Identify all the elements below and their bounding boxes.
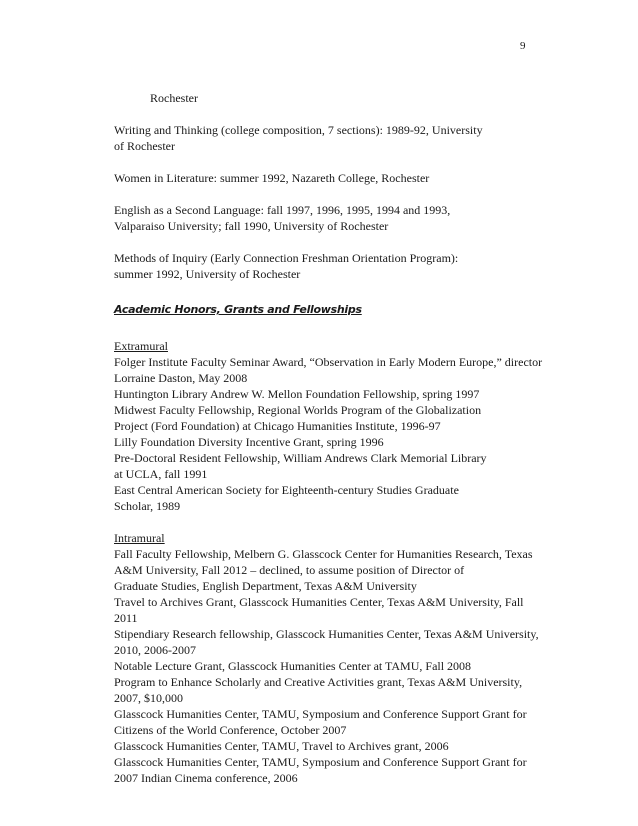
entry-line: Fall Faculty Fellowship, Melbern G. Glasscock Center for Humanities Research, Texas — [114, 547, 533, 561]
entry-line: Valparaiso University; fall 1990, University of Rochester — [114, 219, 389, 233]
entry-line: Methods of Inquiry (Early Connection Freshman Orientation Program): — [114, 251, 459, 265]
teaching-entry — [114, 122, 554, 154]
entry-line: Glasscock Humanities Center, TAMU, Symposium and Conference Support Grant for — [114, 755, 527, 769]
entry-line: 2010, 2006-2007 — [114, 643, 196, 657]
entry-line: English as a Second Language: fall 1997, 1996, 1995, 1994 and 1993, — [114, 203, 451, 217]
honor-entry — [114, 546, 554, 594]
entry-line: 2011 — [114, 611, 138, 625]
entry-line: of Rochester — [114, 139, 175, 153]
honor-entry — [114, 386, 554, 402]
teaching-entry — [114, 170, 554, 186]
entry-line: Glasscock Humanities Center, TAMU, Travel to Archives grant, 2006 — [114, 739, 449, 753]
entry-line: summer 1992, University of Rochester — [114, 267, 301, 281]
entry-line: Project (Ford Foundation) at Chicago Humanities Institute, 1996-97 — [114, 419, 441, 433]
page-number: 9 — [520, 40, 526, 52]
entry-line: Writing and Thinking (college composition, 7 sections): 1989-92, University — [114, 123, 483, 137]
teaching-entry — [114, 202, 554, 234]
honor-entry — [114, 738, 554, 754]
entry-line: Pre-Doctoral Resident Fellowship, William Andrews Clark Memorial Library — [114, 451, 487, 465]
entry-line: Notable Lecture Grant, Glasscock Humanities Center at TAMU, Fall 2008 — [114, 659, 472, 673]
honor-entry — [114, 450, 554, 482]
entry-line: Lorraine Daston, May 2008 — [114, 371, 248, 385]
teaching-entry — [114, 250, 554, 282]
intramural-heading: Intramural — [114, 531, 165, 545]
honor-entry — [114, 354, 554, 386]
section-heading: Academic Honors, Grants and Fellowships — [114, 303, 362, 316]
honor-entry — [114, 434, 554, 450]
entry-line: Citizens of the World Conference, October 2007 — [114, 723, 347, 737]
honor-entry — [114, 706, 554, 738]
entry-line: Graduate Studies, English Department, Texas A&M University — [114, 579, 417, 593]
entry-line: Folger Institute Faculty Seminar Award, “Observation in Early Modern Europe,” director — [114, 355, 543, 369]
entry-line: Huntington Library Andrew W. Mellon Foundation Fellowship, spring 1997 — [114, 387, 480, 401]
intramural-list — [114, 546, 554, 786]
entry-line: at UCLA, fall 1991 — [114, 467, 208, 481]
continued-line: Rochester — [150, 91, 198, 105]
entry-line: Glasscock Humanities Center, TAMU, Symposium and Conference Support Grant for — [114, 707, 527, 721]
entry-line: Women in Literature: summer 1992, Nazareth College, Rochester — [114, 171, 430, 185]
honor-entry — [114, 482, 554, 514]
teaching-list — [114, 122, 554, 282]
entry-line: Stipendiary Research fellowship, Glasscock Humanities Center, Texas A&M University, — [114, 627, 539, 641]
extramural-heading: Extramural — [114, 339, 168, 353]
honor-entry — [114, 754, 554, 786]
entry-line: Midwest Faculty Fellowship, Regional Worlds Program of the Globalization — [114, 403, 482, 417]
entry-line: Program to Enhance Scholarly and Creative Activities grant, Texas A&M University, — [114, 675, 523, 689]
honor-entry — [114, 594, 554, 626]
entry-line: East Central American Society for Eighteenth-century Studies Graduate — [114, 483, 459, 497]
page-content — [114, 90, 554, 786]
honor-entry — [114, 626, 554, 658]
extramural-list — [114, 354, 554, 514]
honor-entry — [114, 674, 554, 706]
entry-line: 2007 Indian Cinema conference, 2006 — [114, 771, 298, 785]
entry-line: A&M University, Fall 2012 – declined, to assume position of Director of — [114, 563, 465, 577]
entry-line: Lilly Foundation Diversity Incentive Grant, spring 1996 — [114, 435, 384, 449]
honor-entry — [114, 402, 554, 434]
entry-line: 2007, $10,000 — [114, 691, 183, 705]
entry-line: Travel to Archives Grant, Glasscock Humanities Center, Texas A&M University, Fall — [114, 595, 524, 609]
entry-line: Scholar, 1989 — [114, 499, 181, 513]
honor-entry — [114, 658, 554, 674]
